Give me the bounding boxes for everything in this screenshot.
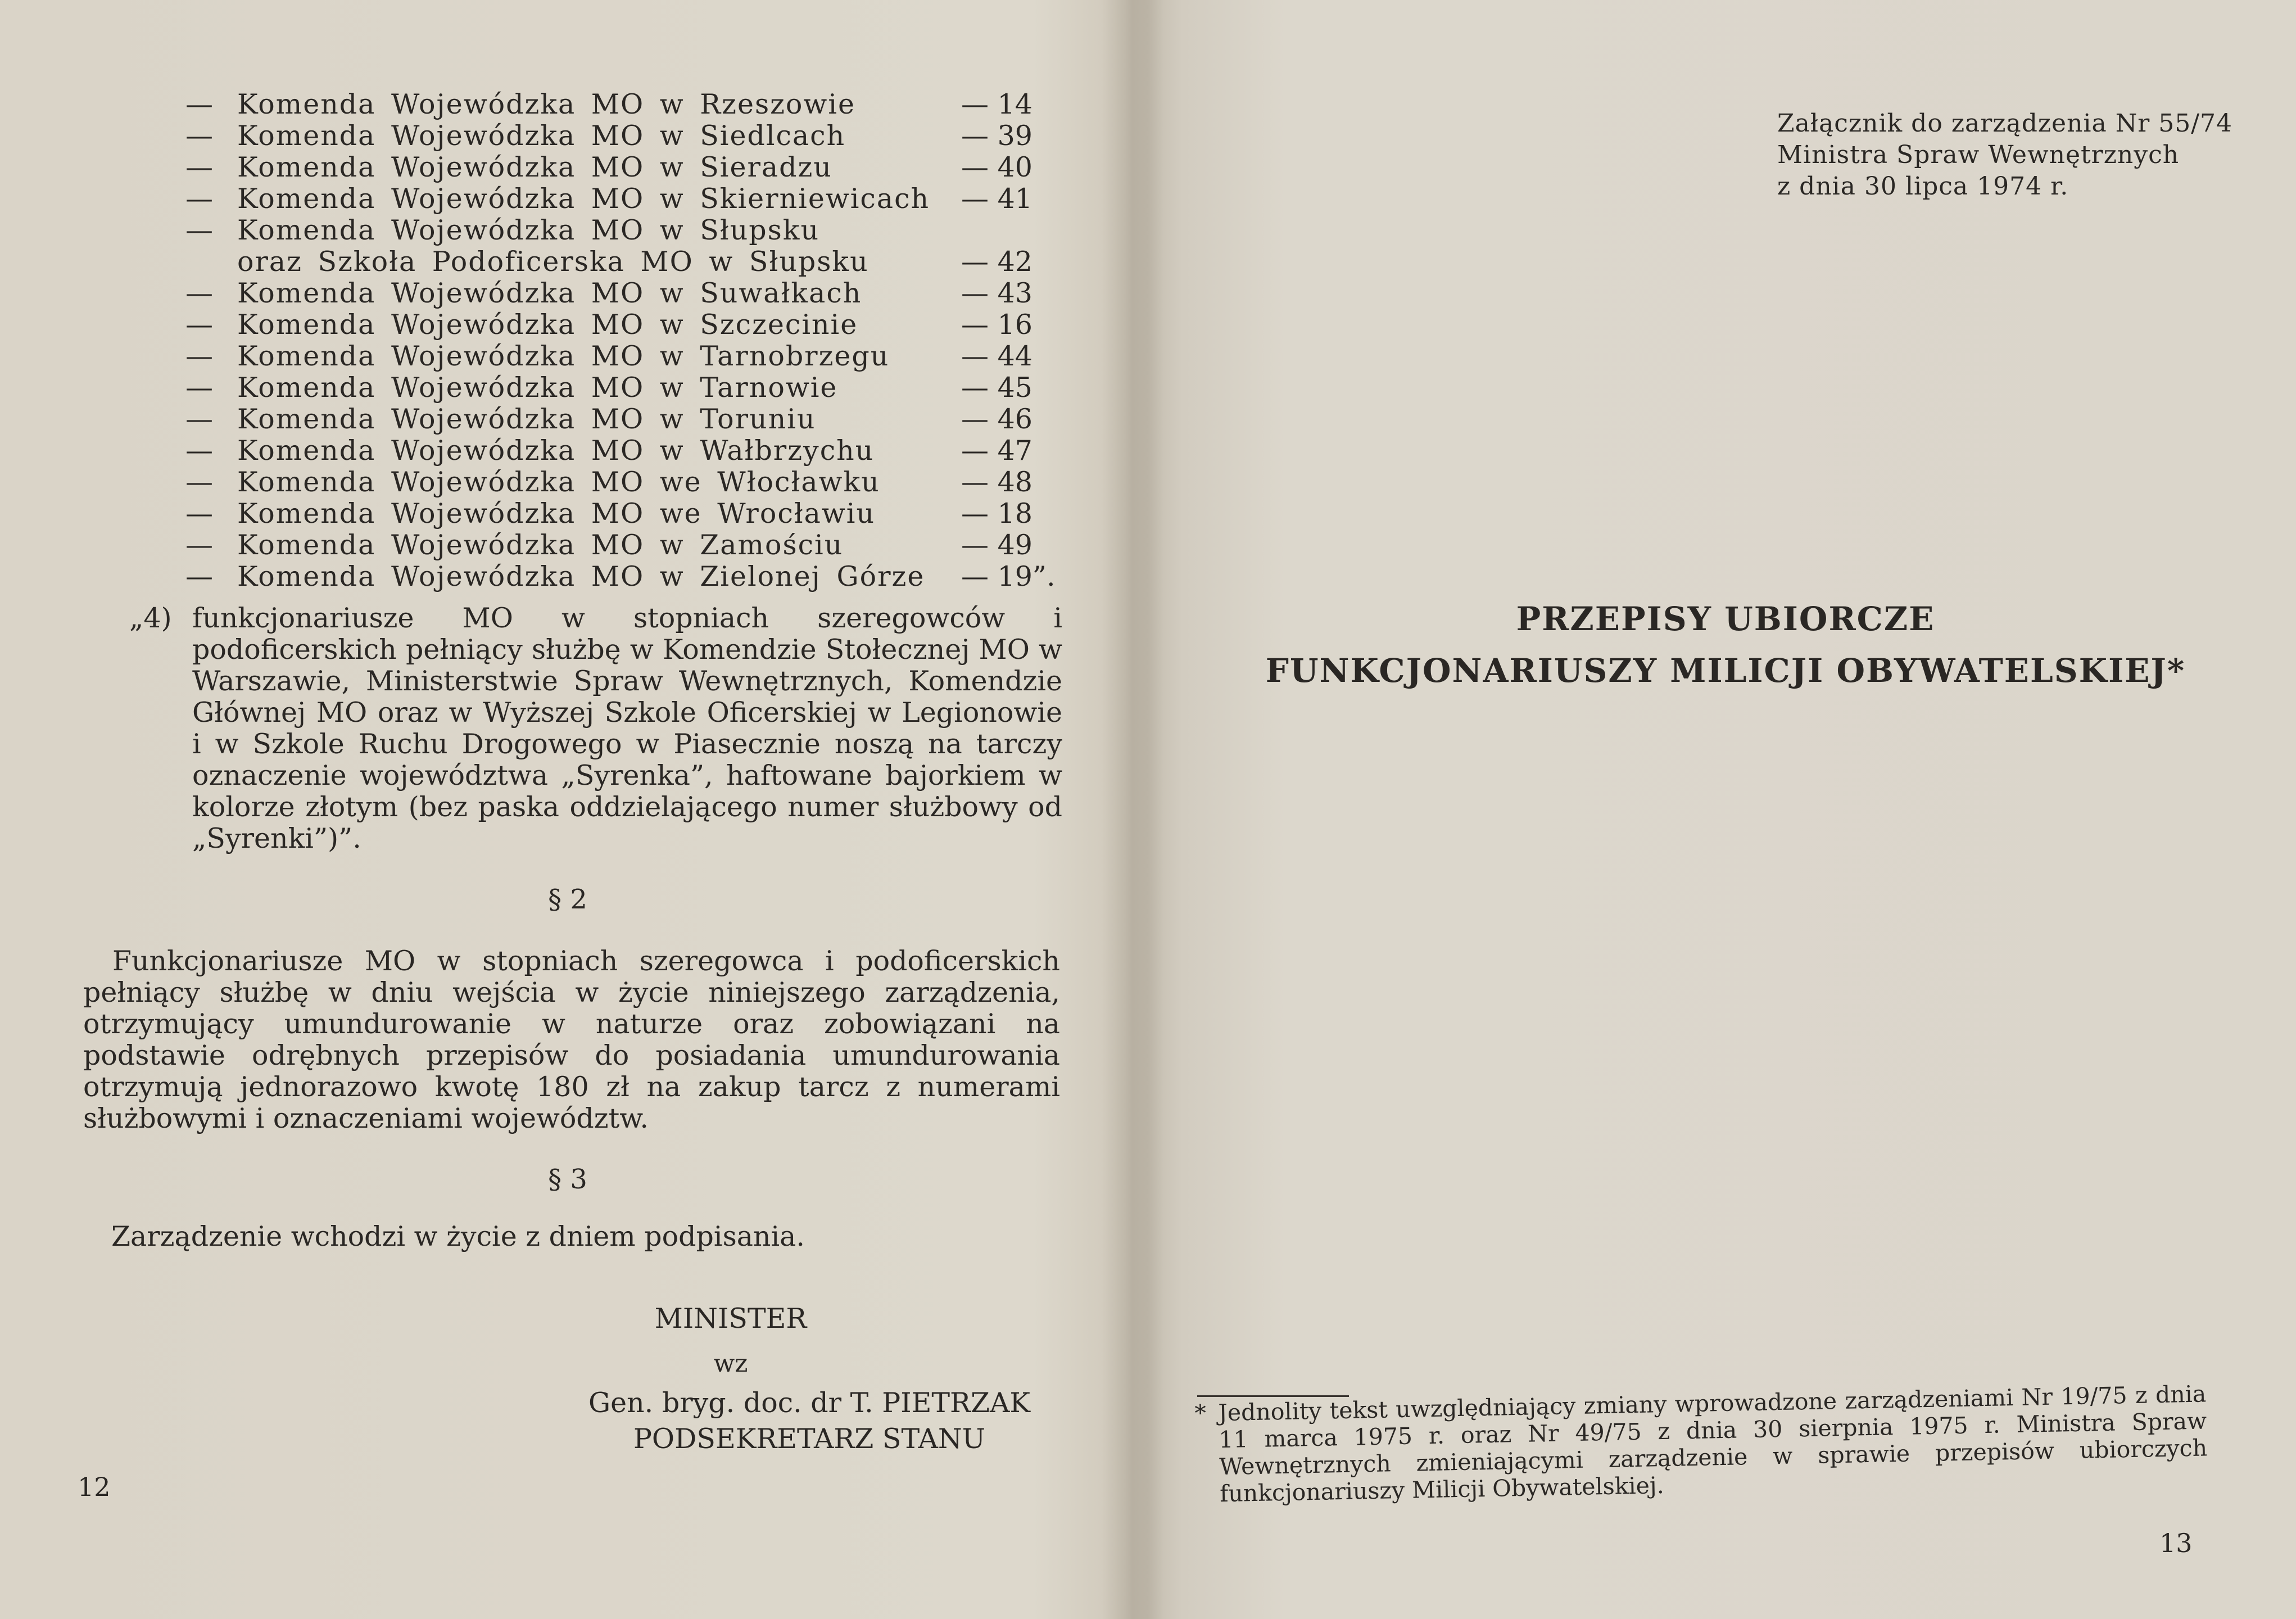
footnote-marker: * (1194, 1399, 1207, 1427)
footnote-text: Jednolity tekst uwzględniający zmiany wprowadzone zarządzeniami Nr 19/75 z dnia 11 marca 1975 r. oraz Nr 49/75 z dnia 30 sierpnia 1975 r. Ministra Spraw Wewnętrznych zmieniającymi zarządzenie w sprawie przepisów ubiorczych funkcjonariuszy Milicji Obywatelskiej. (1217, 1380, 2208, 1508)
list-item: — Komenda Wojewódzka MO w Zielonej Górze — 19”. (185, 560, 1056, 593)
section-3-heading: § 3 (548, 1164, 587, 1195)
annex-header (1777, 108, 2272, 202)
entry-name: Komenda Wojewódzka MO w Tarnobrzegu (237, 340, 890, 372)
list-item: — Komenda Wojewódzka MO w Wałbrzychu — 47 (185, 435, 1032, 467)
annex-line: z dnia 30 lipca 1974 r. (1777, 172, 2069, 201)
entry-number: — 41 (961, 183, 1032, 215)
entry-name: Komenda Wojewódzka MO w Suwałkach (237, 277, 862, 309)
entry-name: Komenda Wojewódzka MO we Włocławku (237, 466, 880, 498)
list-item: — Komenda Wojewódzka MO w Suwałkach — 43 (185, 277, 1032, 309)
page-number-right: 13 (2159, 1528, 2193, 1558)
entry-number: — 43 (961, 277, 1032, 309)
list-item: — Komenda Wojewódzka MO w Skierniewicach — 41 (185, 183, 1032, 215)
list-item: — Komenda Wojewódzka MO w Rzeszowie — 14 (185, 88, 1032, 120)
list-item: — Komenda Wojewódzka MO w Tarnowie — 45 (185, 372, 1032, 404)
command-list (185, 89, 1062, 593)
entry-name: Komenda Wojewódzka MO w Sieradzu (237, 151, 832, 183)
entry-name: Komenda Wojewódzka MO w Siedlcach (237, 120, 846, 152)
entry-number: — 16 (961, 309, 1032, 341)
entry-name: Komenda Wojewódzka MO w Słupsku (237, 214, 820, 246)
entry-number: — 18 (961, 498, 1032, 530)
signature-block (562, 1303, 1057, 1455)
section-2-text: Funkcjonariusze MO w stopniach szeregowca i podoficerskich pełniący służbę w dniu wejścia w życie niniejszego zarządzenia, otrzymujący umundurowanie w naturze oraz zobowiązani na podstawie odrębnych przepisów do posiadania umundurowania otrzymują jednorazowo kwotę 180 zł na zakup tarcz z numerami służbowymi i oznaczeniami województw. (83, 945, 1060, 1134)
footnote (1194, 1380, 2208, 1508)
entry-name: Komenda Wojewódzka MO w Zielonej Górze (237, 560, 925, 593)
annex-line: Ministra Spraw Wewnętrznych (1777, 141, 2180, 169)
entry-number: — 39 (961, 120, 1032, 152)
entry-name: Komenda Wojewódzka MO w Toruniu (237, 403, 816, 435)
entry-name: Komenda Wojewódzka MO w Skierniewicach (237, 183, 930, 215)
entry-number: — 49 (961, 529, 1032, 561)
entry-number: — 44 (961, 340, 1032, 372)
title-line-1: PRZEPISY UBIORCZE (1516, 600, 1935, 638)
list-item: — Komenda Wojewódzka MO we Włocławku — 48 (185, 466, 1032, 498)
entry-number: — 14 (961, 88, 1032, 120)
list-item (185, 246, 1062, 278)
entry-number: — 46 (961, 403, 1032, 435)
left-page (0, 0, 1130, 1619)
entry-number: — 19”. (961, 560, 1056, 593)
entry-name: oraz Szkoła Podoficerska MO w Słupsku (237, 246, 869, 278)
page-number-left: 12 (78, 1472, 111, 1502)
entry-number: — 45 (961, 372, 1032, 404)
annex-line: Załącznik do zarządzenia Nr 55/74 (1777, 109, 2233, 138)
list-item: — Komenda Wojewódzka MO w Szczecinie — 16 (185, 309, 1032, 341)
list-item: — Komenda Wojewódzka MO w Siedlcach — 39 (185, 120, 1032, 152)
signature-role: PODSEKRETARZ STANU (633, 1423, 986, 1455)
document-title (1225, 593, 2226, 697)
section-2-heading: § 2 (548, 884, 587, 915)
entry-number: — 42 (961, 246, 1032, 278)
section-3-text: Zarządzenie wchodzi w życie z dniem podpisania. (111, 1220, 805, 1252)
entry-number: — 40 (961, 151, 1032, 183)
list-item: — Komenda Wojewódzka MO w Słupsku (185, 214, 820, 246)
point-4-paragraph (129, 603, 1062, 854)
signature-wz: wz (713, 1349, 748, 1378)
list-item: — Komenda Wojewódzka MO we Wrocławiu — 18 (185, 498, 1032, 530)
entry-name: Komenda Wojewódzka MO w Wałbrzychu (237, 435, 875, 467)
entry-number: — 48 (961, 466, 1032, 498)
entry-name: Komenda Wojewódzka MO w Rzeszowie (237, 88, 856, 120)
list-item: — Komenda Wojewódzka MO w Toruniu — 46 (185, 403, 1032, 435)
entry-number: — 47 (961, 435, 1032, 467)
list-item: — Komenda Wojewódzka MO w Zamościu — 49 (185, 529, 1032, 561)
right-page (1141, 0, 2296, 1619)
signature-name: Gen. bryg. doc. dr T. PIETRZAK (588, 1387, 1030, 1419)
entry-name: Komenda Wojewódzka MO we Wrocławiu (237, 498, 876, 530)
title-line-2: FUNKCJONARIUSZY MILICJI OBYWATELSKIEJ* (1265, 652, 2186, 690)
entry-name: Komenda Wojewódzka MO w Tarnowie (237, 372, 838, 404)
signature-title: MINISTER (654, 1303, 807, 1335)
point-4-label: „4) (129, 602, 172, 634)
list-item: — Komenda Wojewódzka MO w Tarnobrzegu — 44 (185, 340, 1032, 372)
list-item: — Komenda Wojewódzka MO w Sieradzu — 40 (185, 151, 1032, 183)
entry-name: Komenda Wojewódzka MO w Zamościu (237, 529, 844, 561)
point-4-text: funkcjonariusze MO w stopniach szeregowców i podoficerskich pełniący służbę w Komendzie Stołecznej MO w Warszawie, Ministerstwie Spraw Wewnętrznych, Komendzie Głównej MO oraz w Wyższej Szkole Oficerskiej w Legionowie i w Szkole Ruchu Drogowego w Piasecznie noszą na tarczy oznaczenie województwa „Syrenka”, haftowane bajorkiem w kolorze złotym (bez paska oddzielającego numer służbowy od „Syrenki”)”. (192, 602, 1062, 854)
entry-name: Komenda Wojewódzka MO w Szczecinie (237, 309, 858, 341)
